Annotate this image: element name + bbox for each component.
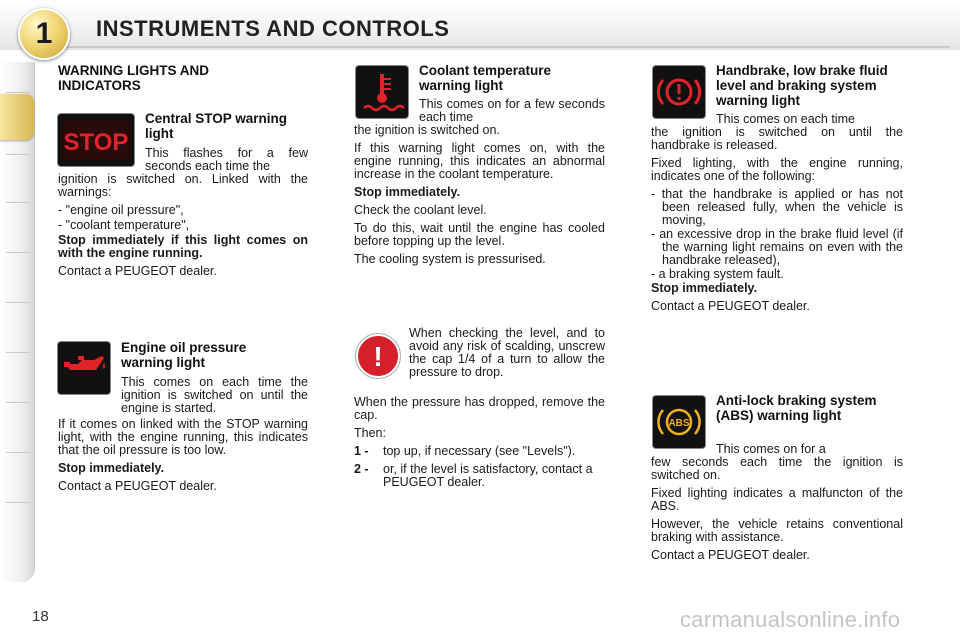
abs-light-intro-start: This comes on for a: [716, 442, 826, 456]
abs-light-intro-rest: few seconds each time the ignition is switched on.: [651, 455, 903, 482]
abs-light-title: Anti-lock braking system (ABS) warning light: [716, 393, 877, 423]
abs-fixed-text: Fixed lighting indicates a malfuncton of the ABS.: [651, 486, 903, 513]
active-chapter-tab[interactable]: [0, 94, 34, 140]
coolant-pressurised-text: The cooling system is pressurised.: [354, 252, 546, 266]
stop-light-intro-rest: ignition is switched on. Linked with the warnings:: [58, 172, 308, 199]
header-divider: [60, 46, 950, 48]
brake-light-intro-rest: the ignition is switched on until the handbrake is released.: [651, 125, 903, 152]
coolant-temperature-icon: [356, 66, 408, 118]
chapter-side-tabs: [0, 62, 35, 582]
oil-light-intro: This comes on each time the ignition is switched on until the engine is started.: [121, 375, 308, 415]
stop-warning-icon: [58, 114, 134, 166]
oil-light-contact: Contact a PEUGEOT dealer.: [58, 479, 217, 493]
caution-text: When checking the level, and to avoid any risk of scalding, unscrew the cap 1/4 of a turn to allow the pressure to drop.: [409, 326, 605, 379]
tab-divider: [6, 202, 30, 203]
brake-light-contact: Contact a PEUGEOT dealer.: [651, 299, 810, 313]
oil-light-title: Engine oil pressure warning light: [121, 340, 247, 370]
chapter-number-badge: 1: [18, 8, 70, 60]
brake-fault-item: - a braking system fault.: [651, 267, 784, 281]
stop-light-intro-start: This flashes for a few seconds each time the: [145, 146, 308, 173]
stop-light-action: Stop immediately if this light comes on with the engine running.: [58, 233, 308, 260]
oil-pressure-icon: [58, 342, 110, 394]
caution-step-number: 1 -: [354, 444, 369, 458]
tab-divider: [6, 452, 30, 453]
coolant-light-intro-start: This comes on for a few seconds each time: [419, 97, 605, 124]
abs-icon-text: ABS: [668, 418, 690, 429]
tab-divider: [6, 402, 30, 403]
coolant-light-action: Stop immediately.: [354, 185, 461, 199]
abs-however-text: However, the vehicle retains conventional braking with assistance.: [651, 517, 903, 544]
stop-linked-warning: - "coolant temperature",: [58, 218, 190, 232]
tab-divider: [6, 502, 30, 503]
oil-light-action: Stop immediately.: [58, 461, 165, 475]
chapter-title: INSTRUMENTS AND CONTROLS: [96, 16, 450, 41]
abs-warning-icon: [653, 396, 705, 448]
coolant-light-detail: If this warning light comes on, with the engine running, this indicates an abnormal increase in the coolant temperature.: [354, 141, 605, 181]
abs-light-contact: Contact a PEUGEOT dealer.: [651, 548, 810, 562]
tab-divider: [6, 92, 30, 93]
stop-light-title: Central STOP warning light: [145, 111, 288, 141]
caution-then-text: Then:: [354, 426, 386, 440]
coolant-light-title: Coolant temperature warning light: [419, 63, 552, 93]
stop-light-contact: Contact a PEUGEOT dealer.: [58, 264, 217, 278]
coolant-wait-text: To do this, wait until the engine has cooled before topping up the level.: [354, 221, 605, 248]
tab-divider: [6, 252, 30, 253]
oil-light-detail: If it comes on linked with the STOP warning light, with the engine running, this indicates that the oil pressure is too low.: [58, 417, 308, 457]
stop-linked-warning: - "engine oil pressure",: [58, 203, 184, 217]
caution-icon-glyph: !: [373, 341, 383, 372]
brake-fixed-text: Fixed lighting, with the engine running, indicates one of the following:: [651, 156, 903, 183]
caution-step-number: 2 -: [354, 462, 369, 476]
tab-divider: [6, 302, 30, 303]
brake-light-title: Handbrake, low brake fluid level and braking system warning light: [716, 63, 888, 108]
brake-light-intro-start: This comes on each time: [716, 112, 855, 126]
brake-warning-icon: [653, 66, 705, 118]
caution-after-text: When the pressure has dropped, remove the cap.: [354, 395, 605, 422]
brake-fault-item: - that the handbrake is applied or has not been released fully, when the vehicle is moving,: [651, 187, 903, 227]
page-number: 18: [32, 608, 49, 625]
caution-step-text: or, if the level is satisfactory, contact a PEUGEOT dealer.: [383, 462, 593, 489]
coolant-light-intro-rest: the ignition is switched on.: [354, 123, 500, 137]
stop-icon-text: STOP: [63, 129, 129, 156]
coolant-check-text: Check the coolant level.: [354, 203, 487, 217]
caution-step: [354, 463, 605, 489]
caution-step: [354, 445, 605, 458]
tab-divider: [6, 352, 30, 353]
brake-light-action: Stop immediately.: [651, 281, 758, 295]
brake-fault-item: - an excessive drop in the brake fluid level (if the warning light remains on even with the handbrake released),: [651, 227, 903, 267]
tab-divider: [6, 154, 30, 155]
caution-step-text: top up, if necessary (see "Levels").: [383, 444, 576, 458]
caution-icon: [354, 332, 402, 380]
watermark: carmanualsonline.info: [680, 607, 901, 632]
section-title: WARNING LIGHTS AND INDICATORS: [58, 63, 209, 93]
